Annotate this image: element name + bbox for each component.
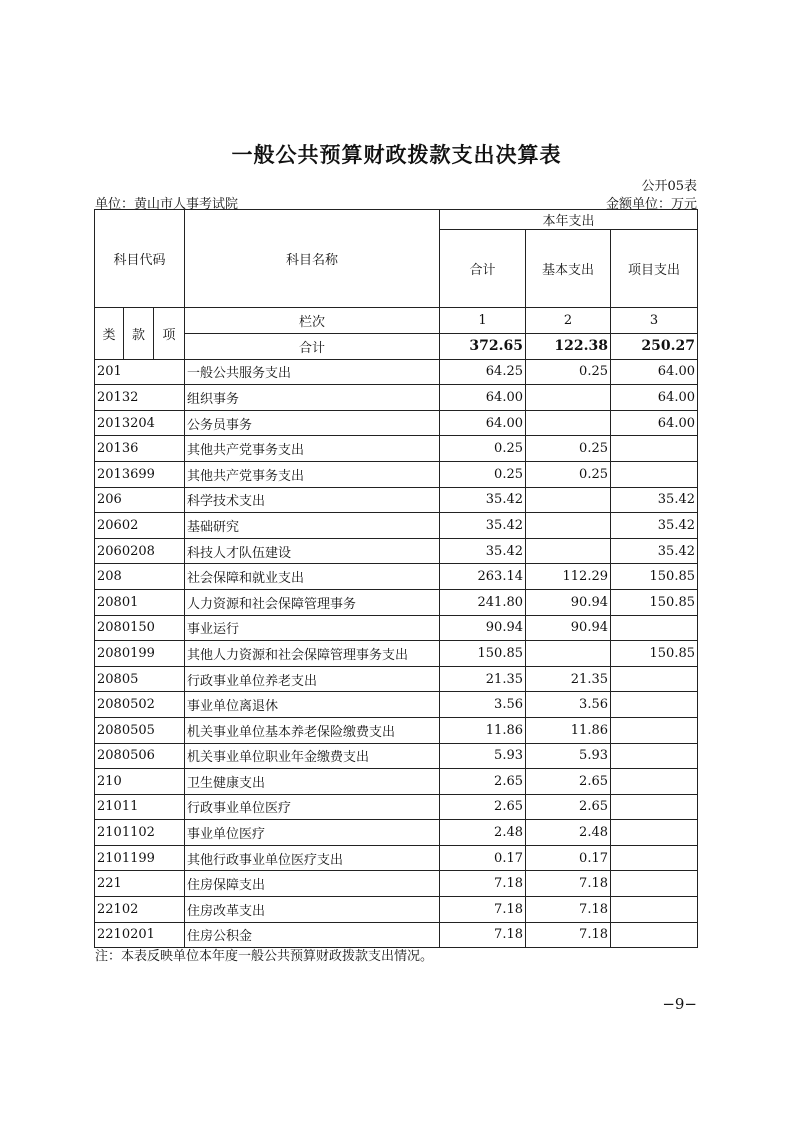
subject-code-cell: 2080199: [95, 641, 185, 667]
total-cell: 2.65: [440, 769, 526, 795]
project-cell: [611, 922, 698, 948]
subject-name-cell: 科学技术支出: [185, 487, 440, 513]
basic-cell: [526, 410, 611, 436]
total-cell: 5.93: [440, 743, 526, 769]
subject-code-cell: 2013204: [95, 410, 185, 436]
project-cell: [611, 717, 698, 743]
project-cell: 150.85: [611, 589, 698, 615]
total-cell: 35.42: [440, 538, 526, 564]
table-row: [95, 845, 698, 871]
table-row: [95, 769, 698, 795]
project-cell: 35.42: [611, 538, 698, 564]
basic-cell: 7.18: [526, 922, 611, 948]
subject-name-cell: 组织事务: [185, 385, 440, 411]
subject-code-cell: 21011: [95, 794, 185, 820]
basic-cell: 0.25: [526, 461, 611, 487]
basic-cell: 2.65: [526, 794, 611, 820]
project-cell: [611, 845, 698, 871]
page-title: 一般公共预算财政拨款支出决算表: [231, 142, 562, 167]
basic-cell: 21.35: [526, 666, 611, 692]
total-cell: 241.80: [440, 589, 526, 615]
total-cell: 64.25: [440, 359, 526, 385]
basic-cell: 2.48: [526, 820, 611, 846]
header-subject-name: 科目名称: [185, 210, 440, 308]
total-cell: 0.17: [440, 845, 526, 871]
subject-name-cell: 人力资源和社会保障管理事务: [185, 589, 440, 615]
total-cell: 2.48: [440, 820, 526, 846]
subject-name-cell: 机关事业单位基本养老保险缴费支出: [185, 717, 440, 743]
subject-name-cell: 住房公积金: [185, 922, 440, 948]
subject-name-cell: 社会保障和就业支出: [185, 564, 440, 590]
subject-name-cell: 基础研究: [185, 513, 440, 539]
subject-code-cell: 20805: [95, 666, 185, 692]
basic-cell: 5.93: [526, 743, 611, 769]
subject-code-cell: 20136: [95, 436, 185, 462]
basic-cell: 7.18: [526, 871, 611, 897]
total-cell: 64.00: [440, 410, 526, 436]
project-cell: [611, 897, 698, 923]
total-cell: 90.94: [440, 615, 526, 641]
project-cell: [611, 615, 698, 641]
total-cell: 263.14: [440, 564, 526, 590]
basic-cell: 90.94: [526, 589, 611, 615]
table-row: [95, 436, 698, 462]
project-cell: 150.85: [611, 641, 698, 667]
subject-code-cell: 2080505: [95, 717, 185, 743]
subject-code-cell: 210: [95, 769, 185, 795]
total-cell: 21.35: [440, 666, 526, 692]
subject-code-cell: 2210201: [95, 922, 185, 948]
lanci-label: 栏次: [185, 308, 440, 334]
subject-name-cell: 行政事业单位养老支出: [185, 666, 440, 692]
subject-code-cell: 2013699: [95, 461, 185, 487]
subject-name-cell: 其他行政事业单位医疗支出: [185, 845, 440, 871]
subject-name-cell: 事业单位医疗: [185, 820, 440, 846]
basic-cell: 0.25: [526, 436, 611, 462]
amount-unit-label: 金额单位：万元: [605, 197, 697, 212]
total-cell: 64.00: [440, 385, 526, 411]
subject-name-cell: 住房改革支出: [185, 897, 440, 923]
table-row: [95, 513, 698, 539]
subject-name-cell: 事业单位离退休: [185, 692, 440, 718]
basic-cell: [526, 513, 611, 539]
subject-code-cell: 201: [95, 359, 185, 385]
table-row: [95, 666, 698, 692]
total-cell: 3.56: [440, 692, 526, 718]
basic-cell: [526, 385, 611, 411]
basic-cell: 3.56: [526, 692, 611, 718]
table-row: [95, 410, 698, 436]
subject-code-cell: 2101199: [95, 845, 185, 871]
table-row: [95, 922, 698, 948]
table-row: [95, 564, 698, 590]
basic-cell: 11.86: [526, 717, 611, 743]
total-row-label: 合计: [185, 334, 440, 360]
basic-cell: 0.17: [526, 845, 611, 871]
subject-code-cell: 20801: [95, 589, 185, 615]
subject-name-cell: 住房保障支出: [185, 871, 440, 897]
subject-code-cell: 208: [95, 564, 185, 590]
project-cell: [611, 692, 698, 718]
total-cell: 2.65: [440, 794, 526, 820]
subject-code-cell: 20602: [95, 513, 185, 539]
basic-cell: 2.65: [526, 769, 611, 795]
subject-code-cell: 206: [95, 487, 185, 513]
header-xiang: 项: [154, 308, 185, 360]
total-cell: 0.25: [440, 461, 526, 487]
subject-code-cell: 20132: [95, 385, 185, 411]
project-cell: [611, 794, 698, 820]
total-cell: 7.18: [440, 897, 526, 923]
subject-name-cell: 其他共产党事务支出: [185, 436, 440, 462]
basic-cell: 7.18: [526, 897, 611, 923]
form-number: 公开05表: [641, 179, 697, 194]
total-project: 250.27: [611, 334, 698, 360]
project-cell: 35.42: [611, 487, 698, 513]
table-row: [95, 692, 698, 718]
header-current-year: 本年支出: [440, 210, 698, 230]
unit-label: 单位：黄山市人事考试院: [95, 197, 239, 212]
project-cell: 64.00: [611, 385, 698, 411]
table-row: [95, 820, 698, 846]
subject-name-cell: 一般公共服务支出: [185, 359, 440, 385]
project-cell: [611, 436, 698, 462]
header-total: 合计: [440, 230, 526, 308]
basic-cell: 90.94: [526, 615, 611, 641]
table-row: [95, 641, 698, 667]
table-row: [95, 461, 698, 487]
table-row: [95, 538, 698, 564]
total-cell: 7.18: [440, 922, 526, 948]
subject-code-cell: 2101102: [95, 820, 185, 846]
table-row: [95, 615, 698, 641]
total-cell: 35.42: [440, 513, 526, 539]
subject-code-cell: 22102: [95, 897, 185, 923]
subject-name-cell: 科技人才队伍建设: [185, 538, 440, 564]
project-cell: [611, 666, 698, 692]
table-row: [95, 897, 698, 923]
subject-code-cell: 2060208: [95, 538, 185, 564]
project-cell: [611, 820, 698, 846]
project-cell: [611, 743, 698, 769]
table-row: [95, 717, 698, 743]
project-cell: 64.00: [611, 410, 698, 436]
table-row: [95, 385, 698, 411]
table-row: [95, 487, 698, 513]
total-cell: 7.18: [440, 871, 526, 897]
header-kuan: 款: [124, 308, 154, 360]
table-row: [95, 743, 698, 769]
basic-cell: [526, 538, 611, 564]
expenditure-table: [94, 209, 698, 948]
page-number: −9−: [662, 995, 697, 1013]
header-lei: 类: [95, 308, 124, 360]
total-cell: 150.85: [440, 641, 526, 667]
table-note: 注：本表反映单位本年度一般公共预算财政拨款支出情况。: [95, 949, 434, 964]
header-basic: 基本支出: [526, 230, 611, 308]
subject-name-cell: 事业运行: [185, 615, 440, 641]
project-cell: 64.00: [611, 359, 698, 385]
lanci-1: 1: [440, 308, 526, 334]
subject-name-cell: 公务员事务: [185, 410, 440, 436]
total-basic: 122.38: [526, 334, 611, 360]
project-cell: [611, 871, 698, 897]
table-row: [95, 359, 698, 385]
subject-name-cell: 行政事业单位医疗: [185, 794, 440, 820]
project-cell: [611, 461, 698, 487]
basic-cell: 0.25: [526, 359, 611, 385]
lanci-2: 2: [526, 308, 611, 334]
total-cell: 35.42: [440, 487, 526, 513]
subject-code-cell: 221: [95, 871, 185, 897]
basic-cell: 112.29: [526, 564, 611, 590]
total-cell: 0.25: [440, 436, 526, 462]
table-row: [95, 794, 698, 820]
project-cell: 35.42: [611, 513, 698, 539]
subject-name-cell: 卫生健康支出: [185, 769, 440, 795]
basic-cell: [526, 487, 611, 513]
project-cell: 150.85: [611, 564, 698, 590]
subject-code-cell: 2080150: [95, 615, 185, 641]
table-row: [95, 589, 698, 615]
header-subject-code: 科目代码: [95, 210, 185, 308]
header-project: 项目支出: [611, 230, 698, 308]
subject-name-cell: 其他共产党事务支出: [185, 461, 440, 487]
table-row: [95, 871, 698, 897]
lanci-3: 3: [611, 308, 698, 334]
subject-code-cell: 2080506: [95, 743, 185, 769]
total-cell: 11.86: [440, 717, 526, 743]
total-amount: 372.65: [440, 334, 526, 360]
basic-cell: [526, 641, 611, 667]
subject-code-cell: 2080502: [95, 692, 185, 718]
subject-name-cell: 机关事业单位职业年金缴费支出: [185, 743, 440, 769]
project-cell: [611, 769, 698, 795]
subject-name-cell: 其他人力资源和社会保障管理事务支出: [185, 641, 440, 667]
